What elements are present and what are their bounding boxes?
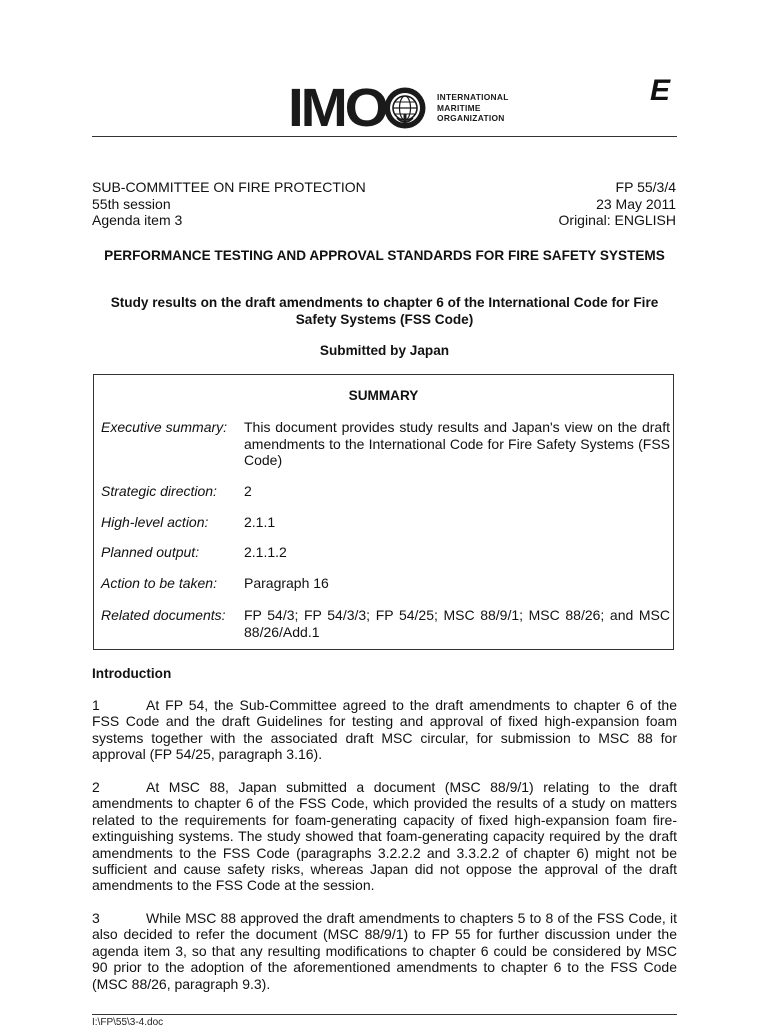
session: 55th session	[92, 195, 171, 212]
organization-name	[437, 92, 509, 124]
paragraph-1	[92, 697, 677, 763]
paragraph-3	[92, 910, 677, 992]
imo-logo	[288, 78, 509, 138]
summary-value: FP 54/3; FP 54/3/3; FP 54/25; MSC 88/9/1; MSC 88/26; and MSC 88/26/Add.1	[244, 607, 670, 640]
summary-box	[93, 374, 674, 650]
org-line-3: ORGANIZATION	[437, 113, 505, 124]
submitted-by: Submitted by Japan	[319, 343, 450, 358]
summary-value: This document provides study results and Japan's view on the draft amendments to the International Code for Fire Safety Systems (FSS Code)	[244, 419, 670, 468]
summary-value: 2	[244, 483, 252, 499]
summary-label: Action to be taken:	[101, 575, 217, 591]
footer-file-path: I:\FP\55\3-4.doc	[92, 1017, 164, 1028]
summary-label: Related documents:	[101, 607, 226, 623]
paragraph-number: 2	[92, 779, 100, 795]
header-divider	[92, 136, 677, 137]
meta-left	[92, 179, 366, 229]
summary-value: Paragraph 16	[244, 575, 329, 591]
summary-value: 2.1.1	[244, 514, 276, 530]
document-number: FP 55/3/4	[615, 179, 676, 195]
summary-label: Planned output:	[101, 544, 200, 560]
paragraph-text: At MSC 88, Japan submitted a document (MSC 88/9/1) relating to the draft amendments to chapter 6 of the FSS Code, which provided the results of a study on matters related to the requirements for foam-generating capacity of fixed high-expansion foam fire-extinguishing systems. The study showed that foam-generating capacity required by the draft amendments to the FSS Code (paragraphs 3.2.2.2 and 3.3.2.2 of chapter 6) might not be sufficient and cause safety risks, whereas Japan did not oppose the approval of the draft amendments to the FSS Code at the session.	[92, 779, 677, 894]
document-title: PERFORMANCE TESTING AND APPROVAL STANDARDS FOR FIRE SAFETY SYSTEMS	[104, 248, 665, 263]
paragraph-text: At FP 54, the Sub-Committee agreed to the draft amendments to chapter 6 of the FSS Code and the draft Guidelines for testing and approval of fixed high-expansion foam systems together with the associated draft MSC circular, for submission to MSC 88 for approval (FP 54/25, paragraph 3.16).	[92, 697, 677, 763]
org-line-1: INTERNATIONAL	[437, 92, 509, 103]
agenda-item: Agenda item 3	[92, 212, 183, 228]
logo-letters: IMO	[288, 78, 386, 138]
paragraph-number: 3	[92, 910, 100, 926]
summary-label: Executive summary:	[101, 419, 228, 435]
summary-value: 2.1.1.2	[244, 544, 287, 560]
org-line-2: MARITIME	[437, 102, 481, 113]
committee-name: SUB-COMMITTEE ON FIRE PROTECTION	[92, 179, 366, 195]
summary-label: Strategic direction:	[101, 483, 217, 499]
footer-divider	[92, 1014, 677, 1015]
summary-heading: SUMMARY	[348, 388, 419, 403]
paragraph-number: 1	[92, 697, 100, 713]
original-language: Original: ENGLISH	[558, 212, 676, 228]
meta-right	[559, 179, 676, 229]
globe-emblem-icon	[383, 86, 427, 130]
summary-label: High-level action:	[101, 514, 209, 530]
language-mark: E	[650, 74, 671, 107]
document-date: 23 May 2011	[596, 195, 676, 212]
paragraph-text: While MSC 88 approved the draft amendments to chapters 5 to 8 of the FSS Code, it also decided to refer the document (MSC 88/9/1) to FP 55 for further discussion under the agenda item 3, so that any resulting modifications to chapter 6 could be considered by MSC 90 prior to the adoption of the aforementioned amendments to chapter 6 to the FSS Code (MSC 88/26, paragraph 9.3).	[92, 910, 677, 992]
section-heading-introduction: Introduction	[92, 666, 172, 681]
document-subtitle: Study results on the draft amendments to chapter 6 of the International Code for Fire Safety Systems (FSS Code)	[110, 295, 659, 327]
paragraph-2	[92, 779, 677, 894]
